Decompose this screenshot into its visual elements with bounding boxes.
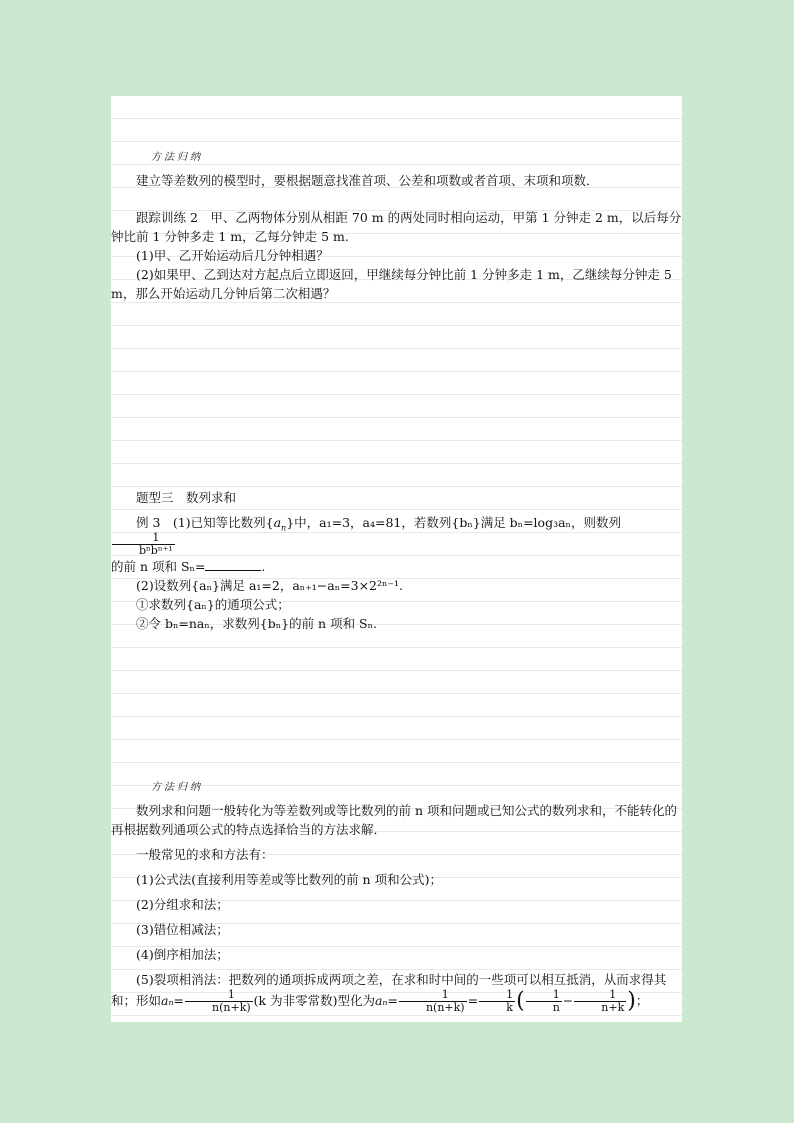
fraction: $\frac{1}{n(n+k)}$ — [185, 989, 253, 1014]
example-3-part2a: ①求数列{aₙ}的通项公式； — [136, 597, 290, 612]
method-2: (2)分组求和法； — [136, 897, 229, 912]
fraction: $\frac{1}{n}$ — [526, 989, 562, 1014]
example-3-part2: (2)设数列{aₙ}满足 a₁=2，aₙ₊₁−aₙ=3×2²ⁿ⁻¹. — [136, 578, 403, 593]
fraction: $\frac{1}{n+k}$ — [574, 989, 626, 1014]
answer-blank[interactable] — [205, 558, 261, 571]
method-3: (3)错位相减法； — [136, 922, 229, 937]
fraction: $\frac{1}{n(n+k)}$ — [399, 989, 467, 1014]
method-heading: 方法归纳 — [151, 152, 203, 163]
method-5: (5)裂项相消法：把数列的通项拆成两项之差，在求和时中间的一些项可以相互抵消，从而求得其和；形如aₙ= $\frac{1}{n(n+k)}$ (k 为非零常数)型化为aₙ= $\frac{1}{n(n+k)}$ = $\frac{1}{k}$ ( $\frac{1}{n}$ − $\frac{1}{n+k}$ )； — [111, 972, 667, 1014]
topic-title: 题型三 数列求和 — [136, 490, 237, 505]
method-1: (1)公式法(直接利用等差或等比数列的前 n 项和公式)； — [136, 872, 442, 887]
fraction: $\frac{1}{\text{bⁿbⁿ⁺¹}}$ — [112, 532, 175, 557]
method-summary-1 — [111, 148, 682, 303]
example-3-part1: 例 3 (1)已知等比数列$\{a_n\}$中，a₁=3，a₄=81，若数列{bₙ}满足 bₙ=log₃aₙ，则数列 $\frac{1}{\text{bⁿbⁿ⁺¹}}$ — [111, 513, 682, 557]
example-3-part1-tail: 的前 n 项和 Sₙ= . — [111, 559, 266, 574]
fraction: $\frac{1}{k}$ — [479, 989, 515, 1014]
exercise-intro: 跟踪训练 2 甲、乙两物体分别从相距 70 m 的两处同时相向运动，甲第 1 分钟走 2 m，以后每分钟比前 1 分钟多走 1 m，乙每分钟走 5 m. — [111, 210, 682, 244]
exercise-q2: (2)如果甲、乙到达对方起点后立即返回，甲继续每分钟比前 1 分钟多走 1 m，乙继续每分钟走 5 m，那么开始运动几分钟后第二次相遇？ — [111, 267, 672, 301]
summary-text: 建立等差数列的模型时，要根据题意找准首项、公差和项数或者首项、末项和项数． — [136, 173, 599, 188]
method-summary-2 — [111, 778, 682, 1014]
left-paren: ( — [516, 988, 525, 1014]
method-heading: 方法归纳 — [151, 782, 203, 793]
document-page — [111, 96, 682, 1022]
method-4: (4)倒序相加法； — [136, 947, 229, 962]
topic-three — [111, 488, 682, 633]
summary-intro: 数列求和问题一般转化为等差数列或等比数列的前 n 项和问题或已知公式的数列求和，不能转化的再根据数列通项公式的特点选择恰当的方法求解． — [111, 803, 677, 837]
common-methods: 一般常见的求和方法有： — [136, 847, 274, 862]
example-3-part2b: ②令 bₙ=naₙ，求数列{bₙ}的前 n 项和 Sₙ. — [136, 616, 377, 631]
exercise-q1: (1)甲、乙开始运动后几分钟相遇？ — [136, 248, 329, 263]
right-paren: ) — [627, 988, 636, 1014]
